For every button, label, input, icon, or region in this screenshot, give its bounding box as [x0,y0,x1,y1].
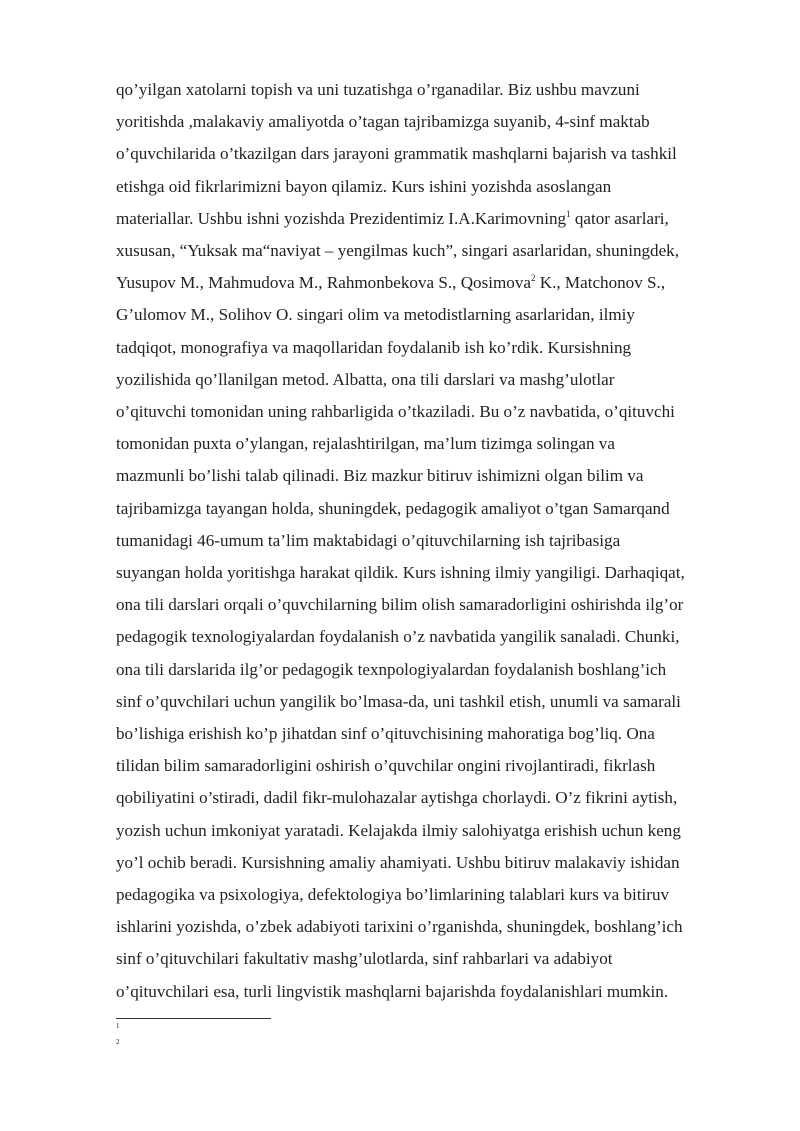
text-line [116,911,756,943]
text-line [116,235,756,267]
text-segment: K., Matchonov S., [535,273,666,293]
footnote-mark-1: 1 [116,1022,120,1030]
text-segment: o’quvchilarida o’tkazilgan dars jarayoni grammatik mashqlarni bajarish va tashkil [116,144,677,164]
text-line [116,557,756,589]
text-segment: o’qituvchi tomonidan uning rahbarligida o’tkaziladi. Bu o’z navbatida, o’qituvchi [116,402,675,422]
text-line [116,332,756,364]
footnote-reference: 1 [566,208,571,219]
text-line [116,299,756,331]
text-segment: tadqiqot, monografiya va maqollaridan foydalanib ish ko’rdik. Kursishning [116,337,632,357]
text-segment: sinf o’qituvchilari fakultativ mashg’ulotlarda, sinf rahbarlari va adabiyot [116,949,613,969]
text-line [116,493,756,525]
text-segment: xususan, “Yuksak ma“naviyat – yengilmas kuch”, singari asarlaridan, shuningdek, [116,241,679,261]
text-segment: pedagogik texnologiyalardan foydalanish o’z navbatida yangilik sanaladi. Chunki, [116,627,680,647]
text-line [116,396,756,428]
text-segment: sinf o’quvchilari uchun yangilik bo’lmasa-da, uni tashkil etish, unumli va samarali [116,691,681,711]
text-line [116,589,756,621]
text-line [116,525,756,557]
text-segment: pedagogika va psixologiya, defektologiya bo’limlarining talablari kurs va bitiruv [116,885,670,905]
text-segment: mazmunli bo’lishi talab qilinadi. Biz mazkur bitiruv ishimizni olgan bilim va [116,466,644,486]
text-segment: tajribamizga tayangan holda, shuningdek, pedagogik amaliyot o’tgan Samarqand [116,498,670,518]
text-line [116,750,756,782]
text-line [116,976,756,1008]
text-line [116,74,756,106]
text-segment: yozish uchun imkoniyat yaratadi. Kelajakda ilmiy salohiyatga erishish uchun keng [116,820,681,840]
text-line [116,943,756,975]
text-segment: ishlarini yozishda, o’zbek adabiyoti tarixini o’rganishda, shuningdek, boshlang’ich [116,917,683,937]
text-segment: qobiliyatini o’stiradi, dadil fikr-mulohazalar aytishga chorlaydi. O’z fikrini aytish, [116,788,678,808]
text-line [116,718,756,750]
text-line [116,621,756,653]
body-paragraph [116,74,756,1008]
text-segment: ona tili darslari orqali o’quvchilarning bilim olish samaradorligini oshirishda ilg’or [116,595,684,615]
text-segment: bo’lishiga erishish ko’p jihatdan sinf o’qituvchisining mahoratiga bog’liq. Ona [116,724,655,744]
text-line [116,847,756,879]
text-segment: tomonidan puxta o’ylangan, rejalashtirilgan, ma’lum tizimga solingan va [116,434,615,454]
footnote-reference: 2 [530,273,536,284]
text-segment: G’ulomov M., Solihov O. singari olim va metodistlarning asarlaridan, ilmiy [116,305,635,325]
text-segment: tilidan bilim samaradorligini oshirish o’quvchilar ongini rivojlantiradi, fikrlash [116,756,656,776]
text-line [116,654,756,686]
text-segment: Yusupov M., Mahmudova M., Rahmonbekova S., Qosimova [116,273,531,293]
text-line [116,879,756,911]
text-segment: suyangan holda yoritishga harakat qildik. Kurs ishning ilmiy yangiligi. Darhaqiqat, [116,563,685,583]
text-line [116,460,756,492]
text-segment: o’qituvchilari esa, turli lingvistik mashqlarni bajarishda foydalanishlari mumkin. [116,981,669,1001]
text-line [116,138,756,170]
text-line [116,815,756,847]
text-segment: tumanidagi 46-umum ta’lim maktabidagi o’qituvchilarning ish tajribasiga [116,530,621,550]
text-segment: materiallar. Ushbu ishni yozishda Prezidentimiz I.A.Karimovning [116,208,567,228]
text-line [116,364,756,396]
text-line [116,106,756,138]
text-segment: qator asarlari, [570,208,669,228]
text-segment: qo’yilgan xatolarni topish va uni tuzatishga o’rganadilar. Biz ushbu mavzuni [116,80,640,99]
text-segment: ona tili darslarida ilg’or pedagogik texnpologiyalardan foydalanish boshlang’ich [116,659,667,679]
text-line [116,686,756,718]
footnote-separator [116,1018,271,1019]
text-line [116,171,756,203]
text-line [116,782,756,814]
text-segment: etishga oid fikrlarimizni bayon qilamiz. Kurs ishini yozishda asoslangan [116,176,612,196]
text-segment: yozilishida qo’llanilgan metod. Albatta, ona tili darslari va mashg’ulotlar [116,369,615,389]
text-line [116,267,756,299]
text-segment: yo’l ochib beradi. Kursishning amaliy ahamiyati. Ushbu bitiruv malakaviy ishidan [116,852,680,872]
text-line [116,428,756,460]
text-segment: yoritishda ,malakaviy amaliyotda o’tagan tajribamizga suyanib, 4-sinf maktab [116,112,650,132]
footnote-mark-2: 2 [116,1038,120,1046]
text-line [116,203,756,235]
